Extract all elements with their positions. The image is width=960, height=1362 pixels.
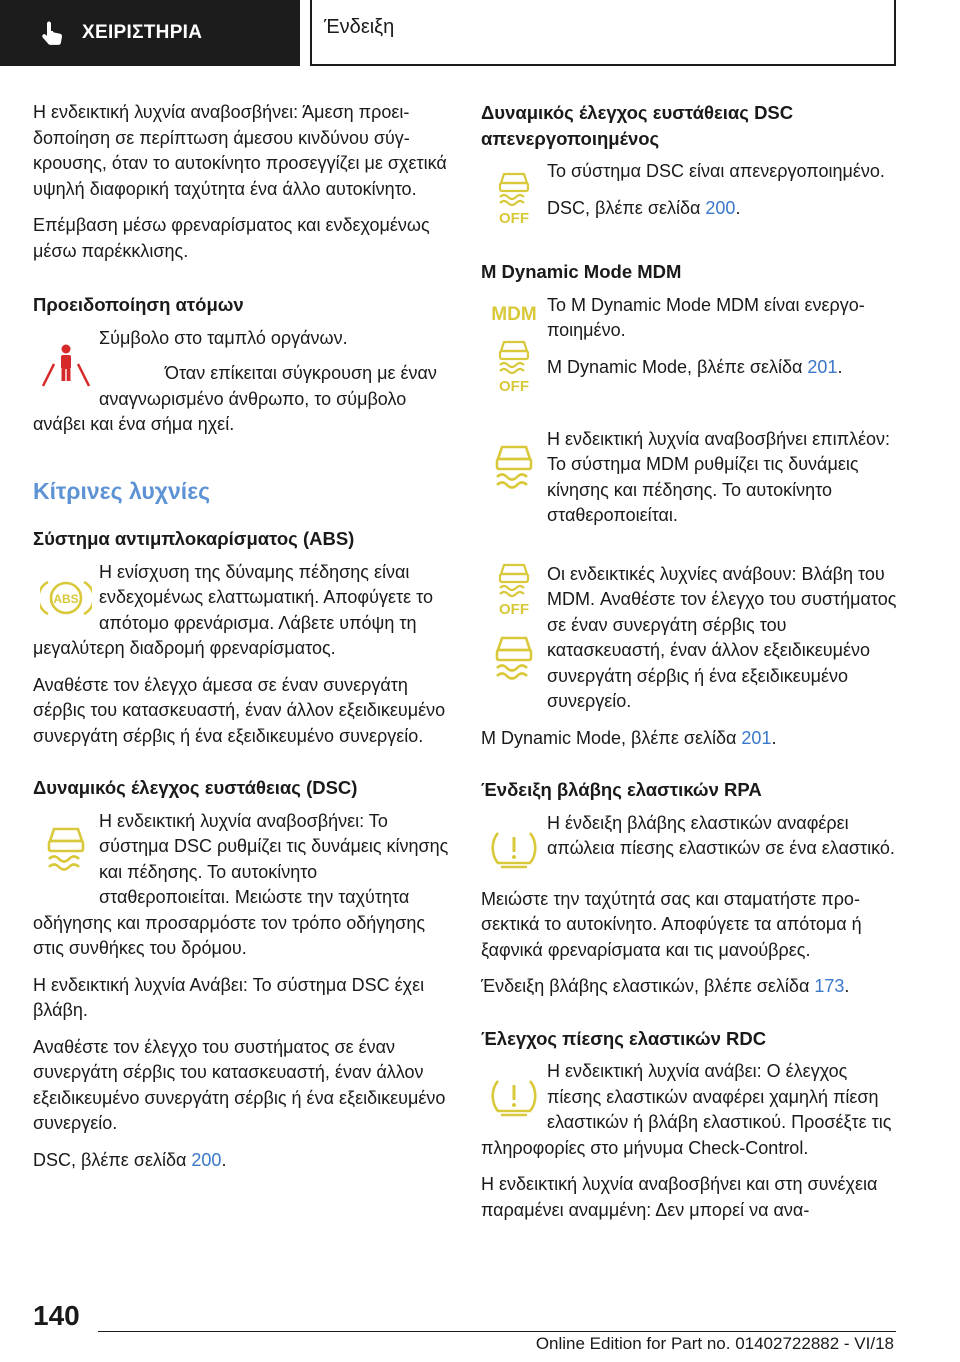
cross-reference: Ένδειξη βλάβης ελαστικών, βλέπε σελίδα 173. [481, 976, 850, 996]
dsc-off-block [481, 159, 899, 239]
section-heading-rpa: Ένδειξη βλάβης ελαστικών RPA [481, 779, 762, 800]
paragraph: Η ενδεικτική λυχνία αναβοσβήνει: Άμεση προειδοποίηση σε περίπτωση άμεσου κινδύνου σύγκρουσης, όταν το αυτοκίνητο προσεγγίζει με σχετικά υψηλή διαφορική ταχύτητα ένα άλλο αυτοκίνητο. [33, 102, 447, 199]
left-column [33, 100, 451, 1184]
svg-text:MDM: MDM [491, 303, 537, 325]
page-number: 140 [33, 1300, 80, 1331]
topic-tab[interactable] [310, 0, 896, 66]
cross-reference: M Dynamic Mode, βλέπε σελίδα 201. [547, 356, 843, 377]
section-heading-mdm: M Dynamic Mode MDM [481, 261, 682, 282]
section-heading-yellow-lights: Κίτρινες λυχνίες [33, 477, 211, 504]
svg-text:ABS: ABS [53, 591, 79, 606]
section-heading-person-warning: Προειδοποίηση ατόμων [33, 294, 244, 315]
pedestrian-warning-icon [33, 340, 99, 390]
abs-warning-icon [33, 560, 99, 636]
mdm-block [481, 293, 899, 413]
section-tab[interactable] [0, 0, 300, 66]
paragraph: Το σύστημα DSC είναι απενεργοποιημένο. [547, 161, 885, 181]
mdm-fault-block [481, 562, 899, 726]
rpa-block [481, 811, 899, 887]
cross-reference: M Dynamic Mode, βλέπε σελίδα 201. [481, 727, 777, 748]
section-heading-abs: Σύστημα αντιμπλοκαρίσματος (ABS) [33, 528, 355, 549]
paragraph: Μειώστε την ταχύτητά σας και σταματήστε προσεκτικά το αυτοκίνητο. Αποφύγετε τα απότομα ή ξαφνικά φρεναρίσματα και τις μανούβρες. [481, 888, 862, 960]
edition-note: Online Edition for Part no. 01402722882 - VI/18 [535, 1334, 894, 1353]
mdm-text-icon [488, 301, 540, 325]
dsc-off-icon [494, 339, 534, 395]
mdm-flash-block [481, 427, 899, 540]
paragraph: Επέμβαση μέσω φρεναρίσματος και ενδεχομένως μέσω παρέκκλισης. [33, 215, 430, 261]
section-heading-dsc: Δυναμικός έλεγχος ευστάθειας (DSC) [33, 777, 358, 798]
page-link[interactable]: 201 [741, 727, 772, 748]
paragraph: Σύμβολο στο ταμπλό οργάνων. [99, 327, 348, 348]
paragraph: Αναθέστε τον έλεγχο του συστήματος σε έναν συνεργάτη σέρβις του κατασκευαστή, έναν άλλον εξειδικευμένο συνεργάτη σέρβις ή ένα εξειδικευμένο συνεργείο. [33, 1036, 446, 1133]
dsc-off-icon [494, 562, 534, 618]
paragraph: Οι ενδεικτικές λυχνίες ανάβουν: Βλάβη του MDM. Αναθέστε τον έλεγχο του συστήματος σε έναν συνεργάτη σέρβις του κατασκευαστή, έναν άλλον εξειδικευμένο συνεργάτη σέρβις ή ένα εξειδικευμένο συνεργείο. [547, 563, 897, 711]
page-link[interactable]: 200 [191, 1149, 222, 1170]
paragraph: Η ενδεικτική λυχνία αναβοσβήνει: Το σύστημα DSC ρυθμίζει τις δυνάμεις κίνησης και πέδησης. Το αυτοκίνητο σταθεροποιείται. Μειώστε την ταχύτητα οδήγησης και προσαρμόστε τον τρόπο οδήγησης στις συνθήκες του δρόμου. [33, 810, 449, 958]
paragraph: Το M Dynamic Mode MDM είναι ενεργοποιημένο. [547, 294, 865, 340]
cross-reference: DSC, βλέπε σελίδα 200. [33, 1149, 227, 1170]
person-warning-block [33, 326, 451, 449]
paragraph: Η ενδεικτική λυχνία ανάβει: Ο έλεγχος πίεσης ελαστικών αναφέρει χαμηλή πίεση ελαστικών ή βλάβη ελαστικού. Προσέξτε τις πληροφορίες στο μήνυμα Check-Control. [481, 1061, 892, 1158]
topic-title: Ένδειξη [324, 15, 395, 38]
abs-block [33, 560, 451, 673]
dsc-off-icon [481, 159, 547, 239]
dsc-skid-icon [33, 809, 99, 889]
paragraph: Η ενδεικτική λυχνία αναβοσβήνει και στη συνέχεια παραμένει αναμμένη: Δεν μπορεί να ανα- [481, 1174, 878, 1220]
svg-text:OFF: OFF [499, 210, 529, 227]
rdc-block [481, 1059, 899, 1172]
page-link[interactable]: 173 [814, 976, 845, 996]
paragraph: Η ενδεικτική λυχνία Ανάβει: Το σύστημα DSC έχει βλάβη. [33, 974, 425, 1020]
mdm-icons [481, 293, 547, 413]
svg-text:OFF: OFF [499, 600, 529, 618]
svg-text:OFF: OFF [499, 377, 529, 395]
dsc-skid-icon [481, 427, 547, 507]
paragraph: Όταν επίκειται σύγκρουση με έναν αναγνωρισμένο άνθρωπο, το σύμβολο ανάβει και ένα σήμα ηχεί. [33, 363, 437, 434]
section-title: ΧΕΙΡΙΣΤΗΡΙΑ [82, 22, 203, 43]
mdm-fault-icons [481, 562, 547, 712]
hand-pointer-icon [40, 20, 64, 46]
paragraph: Η ενίσχυση της δύναμης πέδησης είναι ενδεχομένως ελαττωματική. Αποφύγετε το απότομο φρενάρισμα. Λάβετε υπόψη τη μεγαλύτερη διαδρομή φρεναρίσματος. [33, 561, 433, 658]
section-heading-dsc-off: Δυναμικός έλεγχος ευστάθειας DSC απενεργοποιημένος [481, 102, 794, 149]
right-column [481, 100, 899, 1234]
paragraph: Η ένδειξη βλάβης ελαστικών αναφέρει απώλεια πίεσης ελαστικών σε ένα ελαστικό. [547, 812, 895, 858]
paragraph: Η ενδεικτική λυχνία αναβοσβήνει επιπλέον: Το σύστημα MDM ρυθμίζει τις δυνάμεις κίνησης και πέδησης. Το αυτοκίνητο σταθεροποιείται. [547, 428, 891, 525]
section-heading-rdc: Έλεγχος πίεσης ελαστικών RDC [481, 1027, 767, 1049]
dsc-block [33, 809, 451, 973]
page-header [0, 0, 960, 66]
footer-divider [98, 1331, 896, 1332]
page-link[interactable]: 201 [807, 356, 838, 377]
tire-pressure-warning-icon [481, 811, 547, 887]
dsc-skid-icon [491, 634, 537, 682]
tire-pressure-warning-icon [481, 1059, 547, 1135]
cross-reference: DSC, βλέπε σελίδα 200. [547, 197, 741, 218]
paragraph: Αναθέστε τον έλεγχο άμεσα σε έναν συνεργάτη σέρβις του κατασκευαστή, έναν άλλον εξειδικευμένο συνεργάτη σέρβις ή ένα εξειδικευμένο συνεργείο. [33, 674, 446, 746]
page-link[interactable]: 200 [705, 197, 736, 218]
